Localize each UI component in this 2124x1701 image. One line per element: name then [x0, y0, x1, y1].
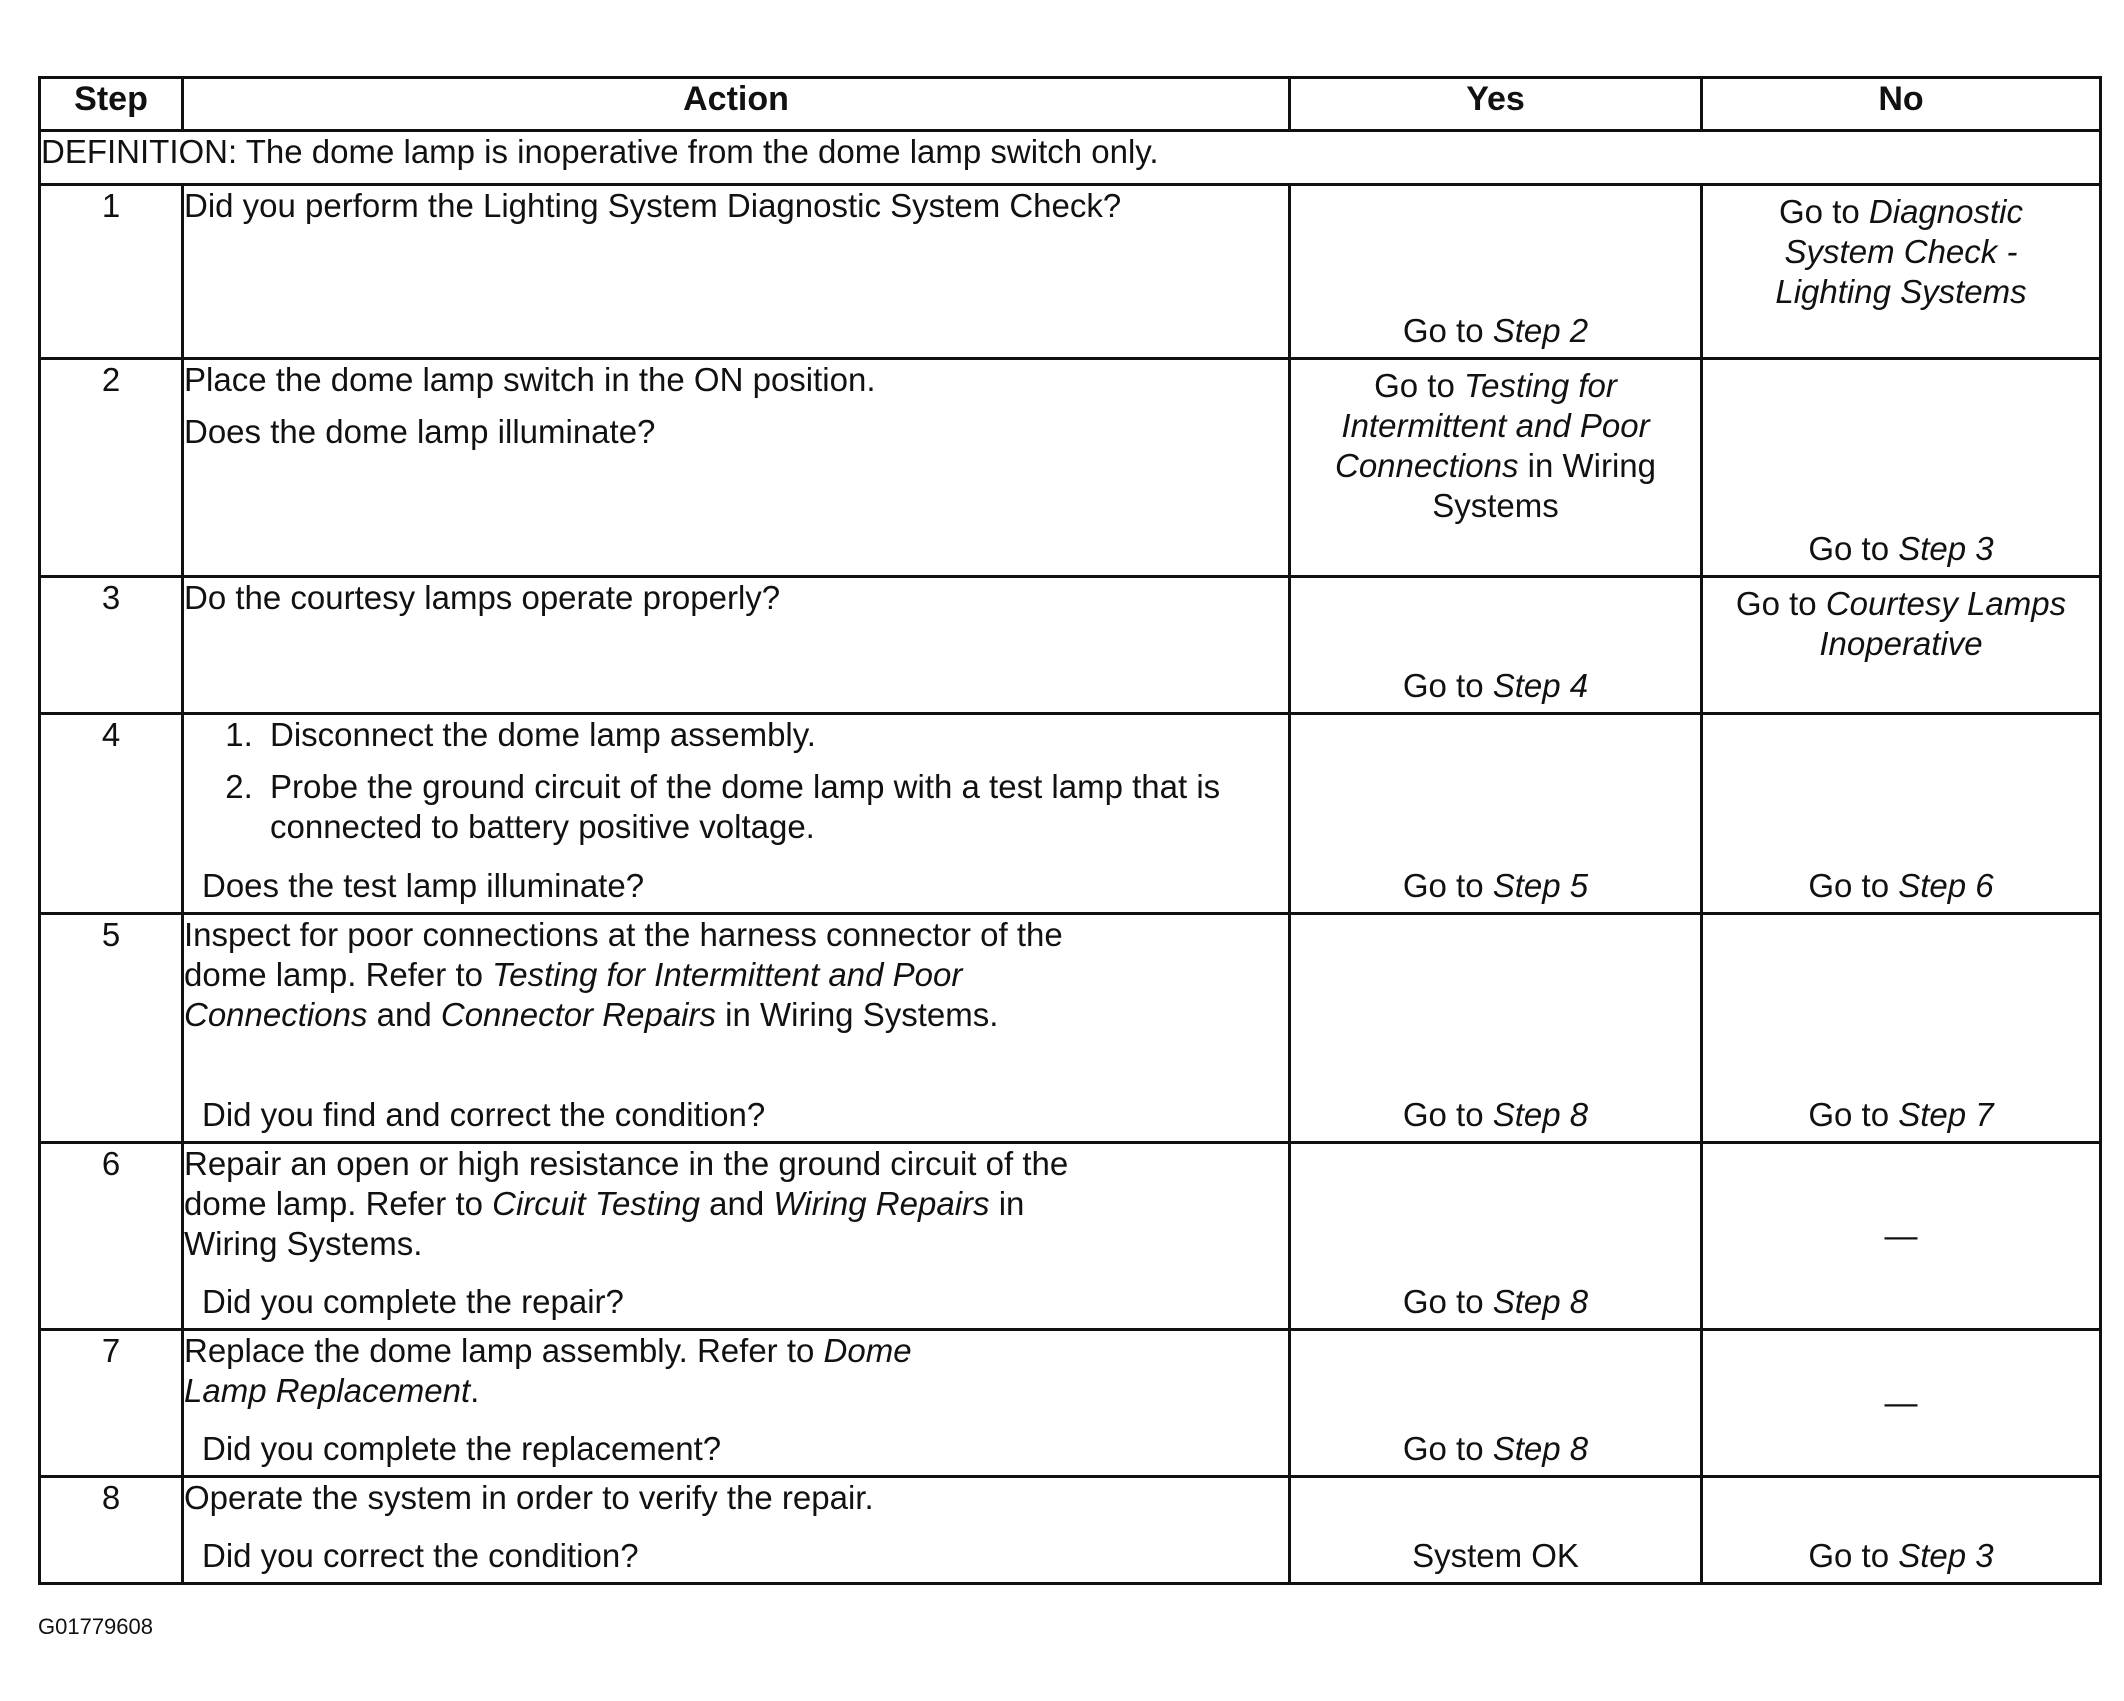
yes-result: Go to Step 5: [1402, 867, 1589, 904]
table-row: [40, 1330, 2101, 1477]
action-text: Operate the system in order to verify the repair.: [184, 1479, 874, 1516]
no-result: Go to Step 6: [1808, 867, 1994, 904]
step-link[interactable]: Step 7: [1898, 1096, 1994, 1133]
figure-id: G01779608: [38, 1614, 153, 1639]
action-cell: [183, 1330, 1290, 1477]
header-row: [40, 78, 2101, 131]
step-number: 1: [40, 185, 183, 359]
step-link[interactable]: Step 4: [1492, 667, 1589, 704]
action-cell: [183, 577, 1290, 714]
reference-link[interactable]: Courtesy Lamps Inoperative: [1819, 585, 2067, 662]
yes-result: Go to Step 8: [1402, 1283, 1589, 1320]
no-cell: [1702, 1330, 2101, 1477]
no-cell: [1702, 359, 2101, 577]
yes-result: Go to Step 8: [1402, 1430, 1589, 1467]
yes-result: Go to Step 2: [1402, 312, 1589, 349]
action-cell: [183, 185, 1290, 359]
step-link[interactable]: Step 8: [1492, 1430, 1589, 1467]
header-yes: Yes: [1290, 78, 1702, 131]
no-result: Go to Diagnostic System Check - Lighting Systems: [1775, 193, 2027, 310]
no-result: Go to Courtesy Lamps Inoperative: [1735, 585, 2067, 662]
reference-link[interactable]: Wiring Repairs: [773, 1185, 990, 1222]
table-row: [40, 359, 2101, 577]
reference-link[interactable]: Testing for Intermittent and Poor Connections: [1335, 367, 1650, 484]
yes-cell: [1290, 1143, 1702, 1330]
action-text: Repair an open or high resistance in the ground circuit of the dome lamp. Refer to Circuit Testing and Wiring Repairs in Wiring Systems.: [184, 1145, 1069, 1262]
action-text: Place the dome lamp switch in the ON position.: [184, 361, 876, 398]
action-question: Did you correct the condition?: [202, 1537, 639, 1574]
no-result-dash: —: [1884, 1217, 1918, 1254]
table-row: [40, 914, 2101, 1143]
yes-cell: [1290, 577, 1702, 714]
no-result: Go to Step 3: [1808, 530, 1994, 567]
step-link[interactable]: Step 8: [1492, 1283, 1589, 1320]
action-question: Did you complete the repair?: [202, 1283, 624, 1320]
step-link[interactable]: Step 8: [1492, 1096, 1589, 1133]
step-number: 5: [40, 914, 183, 1143]
action-cell: [183, 359, 1290, 577]
substep-item: 1. Disconnect the dome lamp assembly.: [262, 715, 1288, 755]
action-text: Do the courtesy lamps operate properly?: [184, 579, 781, 616]
reference-link[interactable]: Circuit Testing: [492, 1185, 701, 1222]
no-result: Go to Step 7: [1808, 1096, 1994, 1133]
definition-text: DEFINITION: The dome lamp is inoperative from the dome lamp switch only.: [40, 131, 2101, 185]
step-link[interactable]: Step 5: [1492, 867, 1589, 904]
diagnostic-table-sheet: [38, 76, 2099, 1591]
action-text: Inspect for poor connections at the harness connector of the dome lamp. Refer to Testing for Intermittent and Poor Connections and Connector Repairs in Wiring Systems.: [184, 916, 1063, 1033]
definition-row: [40, 131, 2101, 185]
table-row: [40, 714, 2101, 914]
yes-result: System OK: [1412, 1537, 1579, 1574]
step-number: 6: [40, 1143, 183, 1330]
table-row: [40, 1477, 2101, 1584]
no-cell: [1702, 1477, 2101, 1584]
step-number: 3: [40, 577, 183, 714]
no-result-dash: —: [1884, 1384, 1918, 1421]
table-row: [40, 185, 2101, 359]
reference-link[interactable]: Connector Repairs: [440, 996, 716, 1033]
yes-result: Go to Step 4: [1402, 667, 1589, 704]
action-cell: [183, 714, 1290, 914]
action-question: Does the dome lamp illuminate?: [184, 413, 656, 450]
no-result: Go to Step 3: [1808, 1537, 1994, 1574]
no-cell: [1702, 714, 2101, 914]
reference-link[interactable]: Dome Lamp Replacement: [184, 1332, 912, 1409]
table-row: [40, 1143, 2101, 1330]
step-link[interactable]: Step 3: [1898, 530, 1994, 567]
yes-cell: [1290, 1330, 1702, 1477]
header-step: Step: [40, 78, 183, 131]
step-link[interactable]: Step 3: [1898, 1537, 1994, 1574]
action-cell: [183, 1477, 1290, 1584]
action-text: Replace the dome lamp assembly. Refer to Dome Lamp Replacement.: [184, 1332, 912, 1409]
reference-link[interactable]: Diagnostic System Check - Lighting Systems: [1775, 193, 2027, 310]
step-number: 7: [40, 1330, 183, 1477]
step-number: 2: [40, 359, 183, 577]
yes-cell: [1290, 359, 1702, 577]
yes-result: Go to Testing for Intermittent and Poor Connections in Wiring Systems: [1335, 367, 1656, 524]
action-question: Did you complete the replacement?: [202, 1430, 722, 1467]
action-text: Did you perform the Lighting System Diagnostic System Check?: [184, 187, 1122, 224]
substep-item: 2. Probe the ground circuit of the dome lamp with a test lamp that is connected to battery positive voltage.: [262, 767, 1288, 847]
diagnostic-table: [38, 76, 2102, 1585]
reference-link[interactable]: Testing for Intermittent and Poor Connections: [184, 956, 963, 1033]
no-cell: [1702, 914, 2101, 1143]
action-cell: [183, 914, 1290, 1143]
header-action: Action: [183, 78, 1290, 131]
action-question: Did you find and correct the condition?: [202, 1096, 766, 1133]
step-number: 4: [40, 714, 183, 914]
step-link[interactable]: Step 6: [1898, 867, 1994, 904]
header-no: No: [1702, 78, 2101, 131]
action-cell: [183, 1143, 1290, 1330]
no-cell: [1702, 185, 2101, 359]
table-row: [40, 577, 2101, 714]
yes-result: Go to Step 8: [1402, 1096, 1589, 1133]
yes-cell: [1290, 714, 1702, 914]
yes-cell: [1290, 1477, 1702, 1584]
step-link[interactable]: Step 2: [1492, 312, 1589, 349]
step-number: 8: [40, 1477, 183, 1584]
yes-cell: [1290, 914, 1702, 1143]
no-cell: [1702, 577, 2101, 714]
substep-list: [184, 715, 1288, 847]
yes-cell: [1290, 185, 1702, 359]
action-question: Does the test lamp illuminate?: [202, 867, 645, 904]
no-cell: [1702, 1143, 2101, 1330]
